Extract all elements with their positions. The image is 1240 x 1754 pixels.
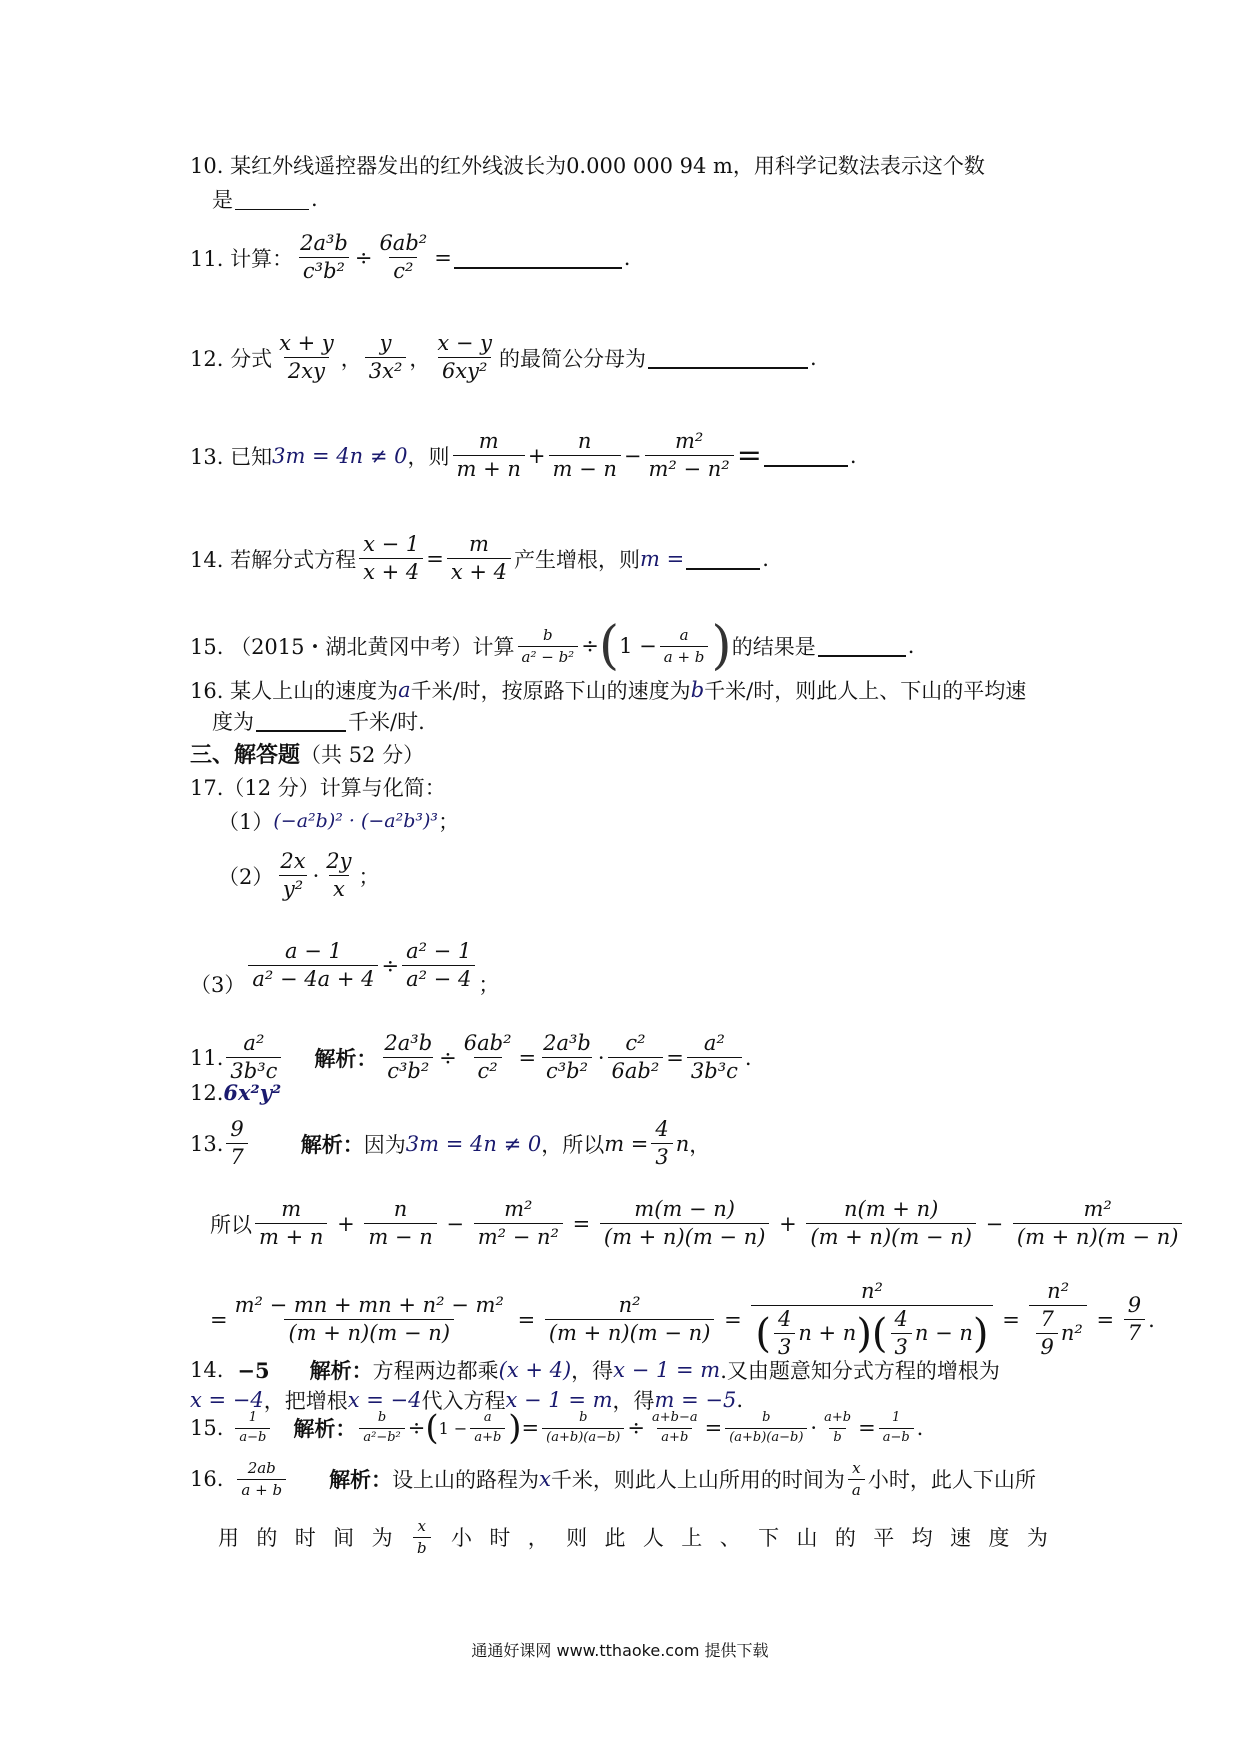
answer-value: 6x²y² <box>223 1080 282 1105</box>
question-11 <box>190 232 630 283</box>
char: 小 <box>450 1526 472 1550</box>
char: 的 <box>256 1526 278 1550</box>
char: 时 <box>294 1526 316 1550</box>
answer-blank-15[interactable] <box>818 635 906 657</box>
answer-label: 15. <box>190 1416 224 1440</box>
fraction: $\frac{2ab}{a + b}$ <box>237 1460 286 1498</box>
fraction: $\frac{\text{2a³b}}{\text{c³b²}}$ <box>300 231 348 284</box>
comma: ， <box>409 346 431 371</box>
question-17-part1 <box>218 806 459 836</box>
so-text: 所以 <box>210 1212 252 1237</box>
question-17-part3 <box>190 939 500 997</box>
question-16-text: 16. 某人上山的速度为 <box>190 679 399 703</box>
period: . <box>623 245 631 270</box>
period: . <box>907 634 915 658</box>
fraction: $\frac{y}{\text{3x²}}$ <box>365 332 407 383</box>
operator: + <box>772 1211 804 1236</box>
analysis-label: 解析： <box>329 1467 393 1492</box>
char: 用 <box>218 1526 239 1550</box>
fraction: $\frac{\text{c²}}{\text{6ab²}}$ <box>608 1032 664 1083</box>
fraction: $\frac{\text{6ab²}}{\text{c²}}$ <box>463 1031 512 1084</box>
fraction: $\frac{b}{(a+b)(a-b)}$ <box>725 1411 807 1445</box>
answer-16-line1: 16. $\frac{2ab}{a + b}$ 解析： 设上山的路程为 x 千米，则此人上山所用的时间为 $\frac{x}{a}$ 小时，此人下山所 <box>190 1459 1036 1499</box>
fraction: $\frac{x}{b}$ <box>413 1518 431 1556</box>
char: 下 <box>758 1526 780 1550</box>
period: . <box>311 187 318 211</box>
footer: 通通好课网 www.tthaoke.com 提供下载 <box>471 1641 769 1660</box>
left-paren: ( <box>598 616 620 676</box>
question-17-part2 <box>218 850 380 901</box>
question-17-label <box>190 772 446 802</box>
fraction: $\frac{2y}{x}$ <box>326 849 352 902</box>
fraction: $\frac{4}{3}$ <box>891 1308 912 1359</box>
period: . <box>1148 1307 1155 1332</box>
minus-sign: − <box>623 443 642 468</box>
question-12-text: 的最简公分母为 <box>499 346 647 371</box>
question-15 <box>190 616 915 676</box>
answer-15: 15. $\frac{1}{a-b}$ 解析： $\frac{b}{\text{a²−b²}}$ ÷ ( 1 − $\frac{a}{a+b}$ ) = $\frac{b}{(a+b)(a-b)}$ ÷ $\frac{a+b-a}{a+b}$ = $\frac{b}{(a+b)(a-b)}$ · $\frac{a+b}{b}$ = $\frac{1}{a-b}$ . <box>190 1408 924 1448</box>
question-10-text: 10. 某红外线遥控器发出的红外线波长为0.000 000 94 m，用科学记数法表示这个数 <box>190 154 985 178</box>
equals-sign: = <box>736 438 762 474</box>
operator: = <box>717 1307 749 1332</box>
equals-sign: = <box>434 245 452 270</box>
operator: − <box>439 1211 471 1236</box>
fraction: $\frac{n}{m - n}$ <box>549 430 621 481</box>
plus-sign: + <box>527 443 546 468</box>
char: 此 <box>604 1526 626 1550</box>
answer-blank-10[interactable] <box>235 189 309 210</box>
char: 间 <box>333 1526 355 1550</box>
question-16-text: 度为 <box>212 710 254 734</box>
question-14-text: 产生增根，则 <box>514 547 640 572</box>
char: 平 <box>873 1526 895 1550</box>
fraction: $\frac{4}{3}$ <box>651 1118 672 1169</box>
fraction: $\frac{m}{m + n}$ <box>453 430 525 481</box>
semicolon: ； <box>358 864 380 889</box>
equals-sign: = <box>426 546 444 571</box>
char: 的 <box>834 1526 856 1550</box>
fraction: $\frac{\text{6ab²}}{\text{c²}}$ <box>379 231 428 284</box>
question-14-label: 14. 若解分式方程 <box>190 547 357 572</box>
char: 山 <box>796 1526 818 1550</box>
fraction: $\frac{\text{a²}}{\text{3b³c}}$ <box>226 1032 281 1083</box>
question-13-label: 13. 已知 <box>190 444 273 469</box>
fraction: $\frac{\text{m²}}{\text{m² − n²}}$ <box>474 1198 563 1249</box>
answer-label: 12. <box>190 1080 224 1105</box>
question-17-text: 17.（12 分）计算与化简： <box>190 776 446 800</box>
fraction: $\frac{m}{m + n}$ <box>255 1198 327 1249</box>
question-11-label: 11. 计算： <box>190 246 294 271</box>
section-title: 三、解答题 <box>190 743 301 768</box>
analysis-label: 解析： <box>293 1416 357 1441</box>
fraction: $\frac{\text{m²}}{\text{m² − n²}}$ <box>645 430 734 481</box>
comma: ， <box>340 346 362 371</box>
fraction: $\frac{\text{a²}}{\text{3b³c}}$ <box>687 1032 742 1083</box>
char: 时 <box>489 1526 511 1550</box>
fraction: $\frac{7}{9}$ <box>1036 1308 1057 1359</box>
answer-label: 16. <box>190 1467 224 1491</box>
answer-16-line2 <box>218 1518 1048 1556</box>
fraction: $\frac{\text{n²}}{(m + n)(m - n)}$ <box>545 1294 715 1345</box>
variable: m = <box>640 546 685 571</box>
divide-sign: ÷ <box>381 953 400 978</box>
question-12-label: 12. 分式 <box>190 346 273 371</box>
char: ， <box>527 1526 549 1550</box>
answer-14-line2: x = −4 ，把增根 x = −4 代入方程 x − 1 = m ，得 m = −5 . <box>190 1388 744 1413</box>
question-16-text: 千米/时，按原路下山的速度为 <box>410 679 691 703</box>
answer-blank-16[interactable] <box>256 710 346 732</box>
fraction: $\frac{a+b}{b}$ <box>824 1410 852 1445</box>
condition: 3m = 4n ≠ 0 <box>272 443 408 468</box>
fraction: $\frac{4}{3}$ <box>774 1308 795 1359</box>
question-10-line1 <box>190 150 985 180</box>
fraction: $\frac{\text{2a³b}}{\text{c³b²}}$ <box>543 1031 591 1084</box>
right-paren: ) <box>711 616 732 676</box>
question-16-line1 <box>190 675 1026 705</box>
answer-blank-14[interactable] <box>686 548 760 570</box>
divide-sign: ÷ <box>581 634 599 658</box>
char: 人 <box>642 1526 664 1550</box>
semicolon: ； <box>478 972 500 997</box>
period: . <box>762 546 769 571</box>
char: 均 <box>911 1526 933 1550</box>
answer-label: 11. <box>190 1045 224 1070</box>
fraction: $\frac{b}{\text{a² − b²}}$ <box>518 627 579 665</box>
fraction: $\frac{n}{m - n}$ <box>364 1198 436 1249</box>
fraction: $\frac{1}{a-b}$ <box>879 1411 914 1445</box>
fraction: $\frac{2x}{\text{y²}}$ <box>280 849 306 902</box>
answer-blank-11[interactable] <box>454 247 622 269</box>
section-score: （共 52 分） <box>300 742 425 767</box>
fraction: $\frac{9}{7}$ <box>226 1118 247 1169</box>
fraction: $\frac{\text{2a³b}}{\text{c³b²}}$ <box>384 1031 433 1084</box>
question-13 <box>190 430 857 481</box>
fraction: $\frac{a}{a + b}$ <box>660 627 709 665</box>
part-label: （1） <box>218 810 274 834</box>
answer-value: −5 <box>237 1357 270 1383</box>
one-minus: 1 − <box>619 634 657 658</box>
char: 则 <box>566 1526 588 1550</box>
variable-b: b <box>690 678 705 702</box>
part-label: （3） <box>190 972 246 997</box>
nested-fraction: n² ( $\frac{4}{3}$ n + n )( $\frac{4}{3}$ n − n ) <box>751 1280 992 1359</box>
analysis-label: 解析： <box>309 1358 373 1383</box>
fraction: $\frac{\text{m² − mn + mn + n² − m²}}{(m + n)(m - n)}$ <box>234 1293 504 1346</box>
question-16-text: 千米/时. <box>348 710 425 734</box>
question-15-text: 的结果是 <box>731 635 816 659</box>
operator: = <box>995 1307 1027 1332</box>
question-16-text: 千米/时，则此人上、下山的平均速 <box>704 679 1027 703</box>
char: 为 <box>371 1526 393 1550</box>
fraction: $\frac{a+b-a}{a+b}$ <box>651 1410 698 1445</box>
fraction: $\frac{x + y}{2xy}$ <box>279 331 334 384</box>
divide-sign: ÷ <box>354 245 373 270</box>
fraction: $\frac{\text{a² − 1}}{\text{a² − 4}}$ <box>402 940 475 991</box>
question-12 <box>190 332 817 383</box>
fraction: $\frac{9}{7}$ <box>1124 1294 1145 1345</box>
period: . <box>849 443 857 468</box>
fraction: $\frac{m(m - n)}{(m + n)(m - n)}$ <box>600 1198 770 1249</box>
char: 度 <box>988 1526 1010 1550</box>
answer-13-line3: = $\frac{\text{m² − mn + mn + n² − m²}}{(m + n)(m - n)}$ = $\frac{\text{n²}}{(m + n)(m - n)}$ = n² ( $\frac{4}{3}$ n + n )( $\frac{4}{3}$ n − n ) = n² $\frac{7}{9}$ n² = $\frac{9}{7}$ . <box>210 1279 1155 1360</box>
variable-a: a <box>398 678 411 702</box>
fraction: $\frac{\text{m²}}{(m + n)(m - n)}$ <box>1013 1198 1183 1249</box>
answer-label: 13. <box>190 1131 224 1156</box>
fraction: $\frac{b}{\text{a²−b²}}$ <box>359 1411 404 1445</box>
operator: = <box>510 1307 542 1332</box>
char: 速 <box>950 1526 972 1550</box>
dot: · <box>312 863 320 888</box>
fraction: $\frac{m}{x + 4}$ <box>447 533 511 584</box>
expression: (−a²b)² · (−a²b³)³ <box>273 810 439 832</box>
section-heading <box>190 738 424 769</box>
fraction: $\frac{1}{a-b}$ <box>235 1411 270 1445</box>
answer-13-line2 <box>210 1198 1185 1249</box>
question-15-label: 15. （2015・湖北黄冈中考）计算 <box>190 635 515 659</box>
fraction: $\frac{b}{(a+b)(a-b)}$ <box>542 1411 624 1445</box>
operator: = <box>565 1211 597 1236</box>
question-13-text: ，则 <box>407 444 450 469</box>
operator: = <box>1089 1307 1121 1332</box>
question-14 <box>190 533 769 584</box>
fraction: $\frac{a - 1}{\text{a² − 4a + 4}}$ <box>248 940 378 991</box>
analysis-label: 解析： <box>314 1045 378 1071</box>
semicolon: ； <box>438 810 460 834</box>
fraction: $\frac{x - y}{\text{6xy²}}$ <box>437 331 493 384</box>
fraction: $\frac{x - 1}{x + 4}$ <box>359 533 423 584</box>
answer-blank-13[interactable] <box>764 445 848 467</box>
part-label: （2） <box>218 864 274 889</box>
fraction: $\frac{a}{a+b}$ <box>470 1411 505 1445</box>
char: 上 <box>681 1526 703 1550</box>
answer-14-line1: 14. −5 解析： 方程两边都乘 (x + 4) ，得 x − 1 = m .又由题意知分式方程的增根为 <box>190 1355 1000 1385</box>
fraction: $\frac{x}{a}$ <box>848 1460 865 1498</box>
period: . <box>810 345 817 370</box>
answer-blank-12[interactable] <box>648 347 808 369</box>
question-10-text-2: 是 <box>212 188 233 212</box>
fraction: $\frac{n(m + n)}{(m + n)(m - n)}$ <box>806 1198 976 1249</box>
operator: − <box>978 1211 1010 1236</box>
answer-12 <box>190 1080 281 1105</box>
answer-11: 11. $\frac{\text{a²}}{\text{3b³c}}$ 解析： $\frac{\text{2a³b}}{\text{c³b²}}$ ÷ $\frac{\text{6ab²}}{\text{c²}}$ = $\frac{\text{2a³b}}{\text{c³b²}}$ · $\frac{\text{c²}}{\text{6ab²}}$ = $\frac{\text{a²}}{\text{3b³c}}$ . <box>190 1031 752 1084</box>
question-16-line2 <box>212 706 425 736</box>
nested-fraction: n² $\frac{7}{9}$ n² <box>1029 1280 1086 1359</box>
answer-13-line1: 13. $\frac{9}{7}$ 解析： 因为 3m = 4n ≠ 0 ，所以 m = $\frac{4}{3}$ n ， <box>190 1117 711 1170</box>
answer-label: 14. <box>190 1358 224 1382</box>
char: 为 <box>1026 1526 1048 1550</box>
analysis-label: 解析： <box>300 1131 364 1157</box>
char: 、 <box>719 1526 741 1550</box>
question-10-line2 <box>212 184 318 214</box>
operator: + <box>330 1211 362 1236</box>
